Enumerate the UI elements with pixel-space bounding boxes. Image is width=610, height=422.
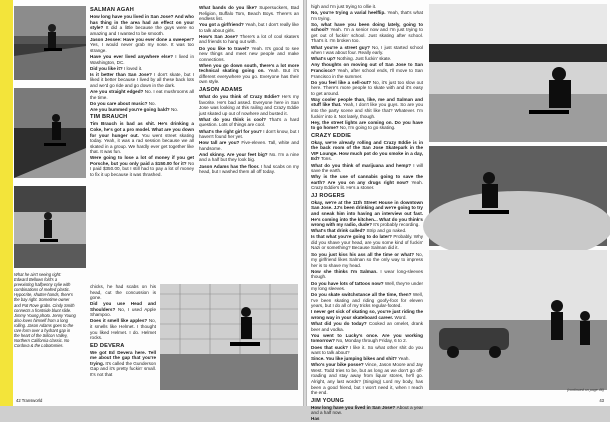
interview-answer: Supersuckers, Bad Religion, Buffalo Tom, Beach Boys. There's an endless list. [199, 5, 299, 22]
interview-question: No, you're trying a varial heelflip. [311, 10, 388, 16]
interview-question: Jason Jessee: Have you ever done a sweeper? [90, 36, 194, 42]
interview-question: What bands do you like? [199, 5, 260, 10]
interview-paragraph [311, 228, 423, 234]
page-number-right: 43 [599, 398, 604, 403]
interview-answer: That's a hard question. Lots of things are cool. [199, 116, 300, 128]
interview-answer: There's a lot of cool skaters and friends to hang out with. [199, 33, 300, 45]
interview-paragraph [90, 121, 194, 154]
interview-question: Since. You like jumping bikes and shit? [311, 356, 399, 362]
interview-question: So you just kiss his ass all the time or what? [311, 251, 416, 257]
interview-answer: No, I'm going to go skating. [339, 125, 396, 131]
interview-paragraph [311, 45, 423, 56]
interview-column-left-3 [90, 284, 156, 394]
interview-paragraph [199, 46, 299, 63]
interview-paragraph [311, 80, 423, 97]
interview-answer: I will save the earth. [311, 162, 423, 174]
interview-answer: Word. [394, 314, 407, 320]
interview-answer-extra: I do. Helmet rocks. [90, 329, 156, 341]
interview-answer: No I paid $350.00, but I still had to pay a lot of money to fix it up because it was thrashed. [90, 160, 194, 177]
interview-answer: high and I'm just trying to ollie it. [311, 4, 377, 9]
interview-answer: No, Monday through Friday, 6 to 2. [336, 338, 407, 344]
interview-question: Okay, we're at the 11th Street House in downtown San Jose. JJ's been drinking and we're going to try and sneak him into having an interview out fast. He's coming into the kitchen... What do you think's wrong with my radio, dude? [311, 199, 423, 228]
interview-answer: It's called the Gunderson Gap and it's pretty fuckin' small. It's not that [90, 360, 157, 377]
interview-section-heading: JIM YOUNG [311, 397, 345, 404]
left-page [0, 0, 303, 406]
interview-question: What do you think is cool? [199, 116, 269, 122]
interview-paragraph [311, 10, 423, 21]
interview-question: Do you skate switchstance all the time, then? [311, 292, 413, 298]
interview-question: Okay, we're already rolling and Crazy Eddie is in the back room of the San Jose Skatepark in the VIP Lounge. How much pot do you smoke in a day, Ed? [311, 139, 423, 162]
interview-answer: No. [170, 106, 179, 112]
interview-answer: No. I'm a nine and a half but they look big. [199, 151, 299, 163]
interview-answer: I don't skate, but I liked it better because I lived by all these back lots and we'd go ride and go down in the dark. [90, 71, 194, 88]
interview-paragraph [311, 405, 423, 416]
interview-paragraph [311, 56, 423, 62]
interview-question: Has [311, 416, 320, 422]
interview-question: What do you think of marijuana and hemp? [311, 162, 414, 168]
interview-paragraph [311, 362, 423, 395]
interview-paragraph [311, 163, 423, 174]
interview-column-left-2 [199, 5, 299, 281]
interview-answer: Yeah, after school ends, I'll move to San Francisco in the summer. [311, 67, 423, 79]
interview-paragraph [311, 174, 423, 191]
interview-paragraph [311, 120, 423, 131]
interview-paragraph [90, 350, 156, 378]
photo-kickflip [429, 4, 607, 142]
interview-paragraph [199, 22, 299, 33]
interview-section-heading: CRAZY EDDIE [311, 132, 352, 139]
interview-question: How long have you lived in San Jose? [311, 404, 397, 410]
interview-answer: No, I used Apple Shampoo. [90, 306, 156, 318]
interview-paragraph [90, 318, 156, 340]
interview-paragraph [199, 63, 299, 85]
interview-answer-extra: Whatever. I'm fuckin' into it. Not lately, though. [311, 108, 424, 119]
interview-answer: Yeah, but I don't really like to talk about girls. [199, 22, 299, 33]
interview-answer: I wear long-sleeves though. [311, 268, 423, 280]
accent-stripe [0, 0, 13, 406]
interview-answer: I don't know, but I haven't found her yet. [199, 128, 300, 140]
photo-skater-curb [14, 6, 86, 80]
interview-question: Are you bummed you're going bald? [90, 106, 171, 112]
interview-answer: Yeah. I'm a senior now and I'm just trying to get out of fuckin' school. Just skating after school. That's it. I'm broken too. [311, 27, 423, 44]
interview-paragraph [311, 140, 423, 162]
interview-paragraph [90, 54, 194, 65]
interview-section-heading: ED DEVERA [90, 342, 125, 349]
interview-answer: Well, they're under my long sleeves. [311, 280, 423, 292]
interview-paragraph [90, 89, 194, 100]
interview-answer: Nothing. Just fuckin' skate. [336, 56, 392, 62]
interview-answer: Yeah. It's good to see new things and meet new people and make connections. [199, 45, 300, 62]
interview-answer: chicks, he had scabs on his head, cut the concussion is gone. [90, 284, 156, 301]
interview-question: Is it better than San Jose? [90, 71, 155, 77]
interview-answer: Five-eleven. Tall, white and handsome. [199, 140, 299, 151]
interview-question: Were going to lose a lot of money if you get Porsche, but you only paid a $150.00 for it? [90, 155, 194, 166]
interview-paragraph [311, 62, 423, 79]
photo-skater-fence [160, 284, 298, 390]
interview-question: You got a girlfriend? [199, 22, 246, 28]
interview-answer: It's probably recording. [373, 222, 420, 228]
interview-paragraph [311, 4, 423, 10]
interview-paragraph [90, 72, 194, 89]
interview-question: You went to Lucky's once. Are you working tomorrow? [311, 332, 423, 344]
interview-answer: Yeah. But it's different everywhere you go. Everyone has their own style. [199, 68, 299, 85]
interview-answer: I like it. So what other shit do you want to talk about? [311, 344, 423, 356]
interview-paragraph [199, 5, 299, 22]
interview-paragraph [199, 117, 299, 128]
interview-question: We got Ed Devera here. Tell me about the gap that you're trying. [90, 349, 156, 366]
interview-question: Now she thinks I'm Salman. [311, 268, 381, 274]
interview-answer: No. I eat mushrooms all the time. [90, 89, 194, 100]
interview-paragraph [90, 14, 194, 36]
interview-answer: He's my favorite. He's bad assed. Everyone here in San Jose was looking at this railing and Crazy Eddie just skated up out of nowhere and busted it. [199, 94, 299, 116]
interview-question: What did you do today? [311, 321, 369, 327]
interview-paragraph [90, 301, 156, 318]
interview-paragraph [90, 284, 156, 301]
interview-question: So, what have you been doing lately, going to school? [311, 21, 423, 33]
interview-question: Does that suck? [311, 344, 350, 350]
interview-question: Is that what you're going to do later? [311, 234, 394, 240]
interview-paragraph [311, 356, 423, 362]
interview-answer: Probably. Why did you shave your head, are you some kind of fuckin' Nazi or something? [311, 234, 423, 251]
interview-paragraph [311, 321, 423, 332]
interview-question: Does it smell like apples? [90, 318, 149, 324]
interview-question: Do you care about music? [90, 100, 149, 106]
interview-question: Why is the use of cannabis going to save the earth? Are you on any drugs right now? [311, 174, 423, 185]
interview-answer: I lived in Washington, DC. [90, 54, 195, 65]
interview-paragraph [311, 333, 423, 344]
interview-question: When you go down south, there's a lot more technical skating going on. [199, 62, 299, 74]
photo-skater-ramp [14, 88, 86, 178]
interview-question: What do you think of Crazy Eddie? [199, 94, 282, 100]
interview-answer: About a year and a half now. [311, 404, 423, 416]
interview-paragraph [199, 152, 299, 163]
photo-grind [429, 146, 607, 246]
interview-question: Do you like to travel? [199, 45, 252, 51]
interview-question: Jason Adams has the floor. [199, 163, 261, 169]
interview-paragraph [199, 164, 299, 175]
interview-question: What's up? [311, 56, 337, 62]
continued-note: (continued on page 46) [567, 388, 604, 392]
interview-paragraph [311, 345, 423, 356]
interview-question: What's that drink called? [311, 228, 367, 234]
interview-paragraph [311, 22, 423, 44]
photo-caption: What he ain't seeing right: Edward Bellows fold's a preexisting halfpenny cylie with combinations of melted plastic. Hypocrite, shutter-hands, there's the bay right. Sometime owner and Pat Rove grabs. Cindy Smith connects a frontside blunt slide. Jimmy Young photo. Jenny Young also loves himself from a long rolling. Jason Adams goes to the rare form over a hydrant gap in the heart of the Silicon Valley, Northern California classic. No Cordova & the Lobotomies. [14, 272, 76, 349]
photo-street-car [429, 250, 607, 390]
interview-section-heading: JJ ROGERS [311, 192, 345, 199]
interview-question: How tall are you? [199, 140, 242, 146]
interview-paragraph [90, 37, 194, 54]
interview-answer: No, I just started school when I was about four. Really early. [311, 44, 423, 56]
interview-paragraph [311, 309, 423, 320]
interview-question: Are you straight edged? [90, 89, 145, 95]
interview-answer: Vince, Jason Moore and Jay West. Todd tries to be, but as long as we don't go off-roading and stay away from liquor stores, he'll go. Alright, any last words? [311, 362, 423, 384]
interview-answer: Strip and go naked. [366, 228, 407, 234]
interview-question: And skinny. Are your feet big? [199, 151, 270, 157]
photo-skater-street [14, 186, 86, 268]
interview-question: What you're a street guy? [311, 44, 372, 50]
interview-answer: I loved it. [123, 65, 143, 71]
interview-paragraph [199, 129, 299, 140]
interview-paragraph [311, 416, 423, 422]
interview-question: Tim Brauch is bad as shit. He's drinking a Coke, he's got a pro model. What are you down for your hunger out. [90, 121, 194, 138]
interview-paragraph [199, 140, 299, 151]
interview-paragraph [311, 252, 423, 269]
interview-question: Do you have lots of tattoos now? [311, 280, 385, 286]
interview-answer: No, it smells like Helmet. I thought you liked Helmet. [90, 318, 156, 335]
interview-paragraph [90, 66, 194, 72]
interview-paragraph [311, 281, 423, 292]
interview-paragraph [311, 292, 423, 309]
interview-paragraph [311, 97, 423, 119]
interview-question: Who's your bike posse? [311, 362, 366, 368]
interview-answer: Yeah. Crazy Eddie's lit. He's a stoner. [311, 179, 423, 191]
interview-column-left-1 [90, 5, 194, 281]
page-number-left: 42 Transworld [16, 398, 43, 403]
interview-section-heading: TIM BRAUCH [90, 114, 128, 121]
right-page [307, 0, 610, 422]
interview-paragraph [90, 107, 194, 113]
interview-answer: Well, I've been skating and riding goofy-foot for eleven years, but I do all of my tricks regular-footed. [311, 292, 423, 309]
interview-question: How long have you lived in San Jose? And who has thing in the area had an effect on your style? [90, 14, 194, 31]
interview-answer: Yeah, that's what I'm trying. [311, 10, 423, 21]
interview-paragraph [311, 234, 423, 251]
interview-question: Did you use Head and Shoulders? [90, 301, 156, 312]
interview-question: Have you ever lived anywhere else? [90, 54, 176, 60]
interview-section-heading: SALMAN AGAH [90, 7, 134, 13]
interview-question: Any thoughts on moving out of San Jose to San Francisco? [311, 62, 423, 73]
interview-section-heading: JASON ADAMS [199, 87, 243, 94]
interview-answer: Tons. [320, 156, 332, 162]
interview-answer: Yes, I would never grab my nose. It was too strange. [90, 42, 194, 53]
interview-question: Did you like it? [90, 65, 124, 71]
interview-answer: No. [148, 100, 156, 106]
interview-paragraph [90, 101, 194, 107]
interview-answer: I had scabs on my head, but I washed them all off today. [199, 163, 300, 175]
interview-paragraph [311, 269, 423, 280]
interview-question: Do you feel like a sell-out? [311, 79, 373, 85]
interview-answer: You went street skating today. Yeah, it was a rad session because we all skated in a group. We hardly ever get together like that. It was fun. [90, 132, 195, 155]
interview-paragraph [199, 94, 299, 116]
interview-question: How's San Jose? [199, 33, 240, 39]
interview-question: Way cooler people than, like, me and Salman and stuff like that. [311, 96, 423, 108]
interview-answer: No, my girlfriend likes Salman so the only way to impress her is to shave my head. [311, 251, 423, 268]
interview-paragraph [311, 200, 423, 228]
interview-question: What's the right girl for you? [199, 128, 264, 134]
interview-answer-extra: Because Salman did it. [351, 245, 399, 251]
interview-answer: Cooked an omelet, drank beer and vodka. [311, 321, 423, 332]
interview-answer: It did a little because the guys were so amazing and I wanted to be smooth. [90, 25, 194, 36]
interview-question: Hey, the street lights are coming on. Do you have to go home? [311, 119, 423, 131]
interview-question: I never get sick of skating so, you're just riding the wrong way in your skateboard career. [311, 309, 423, 320]
interview-answer-extra: (Singing) Lord my body, has been a good friend, but I won't need it, when I reach the end. [311, 378, 423, 396]
interview-paragraph [90, 155, 194, 177]
interview-answer: Yeah, I don't like you guys. So are you into the party scene and shit like that? [311, 102, 423, 113]
interview-paragraph [199, 34, 299, 45]
interview-column-right [311, 4, 424, 422]
interview-answer: No, it's just too slow out here. There's more people to skate with and it's easy to get around. [311, 79, 423, 96]
interview-answer: Yeah. [398, 356, 410, 362]
